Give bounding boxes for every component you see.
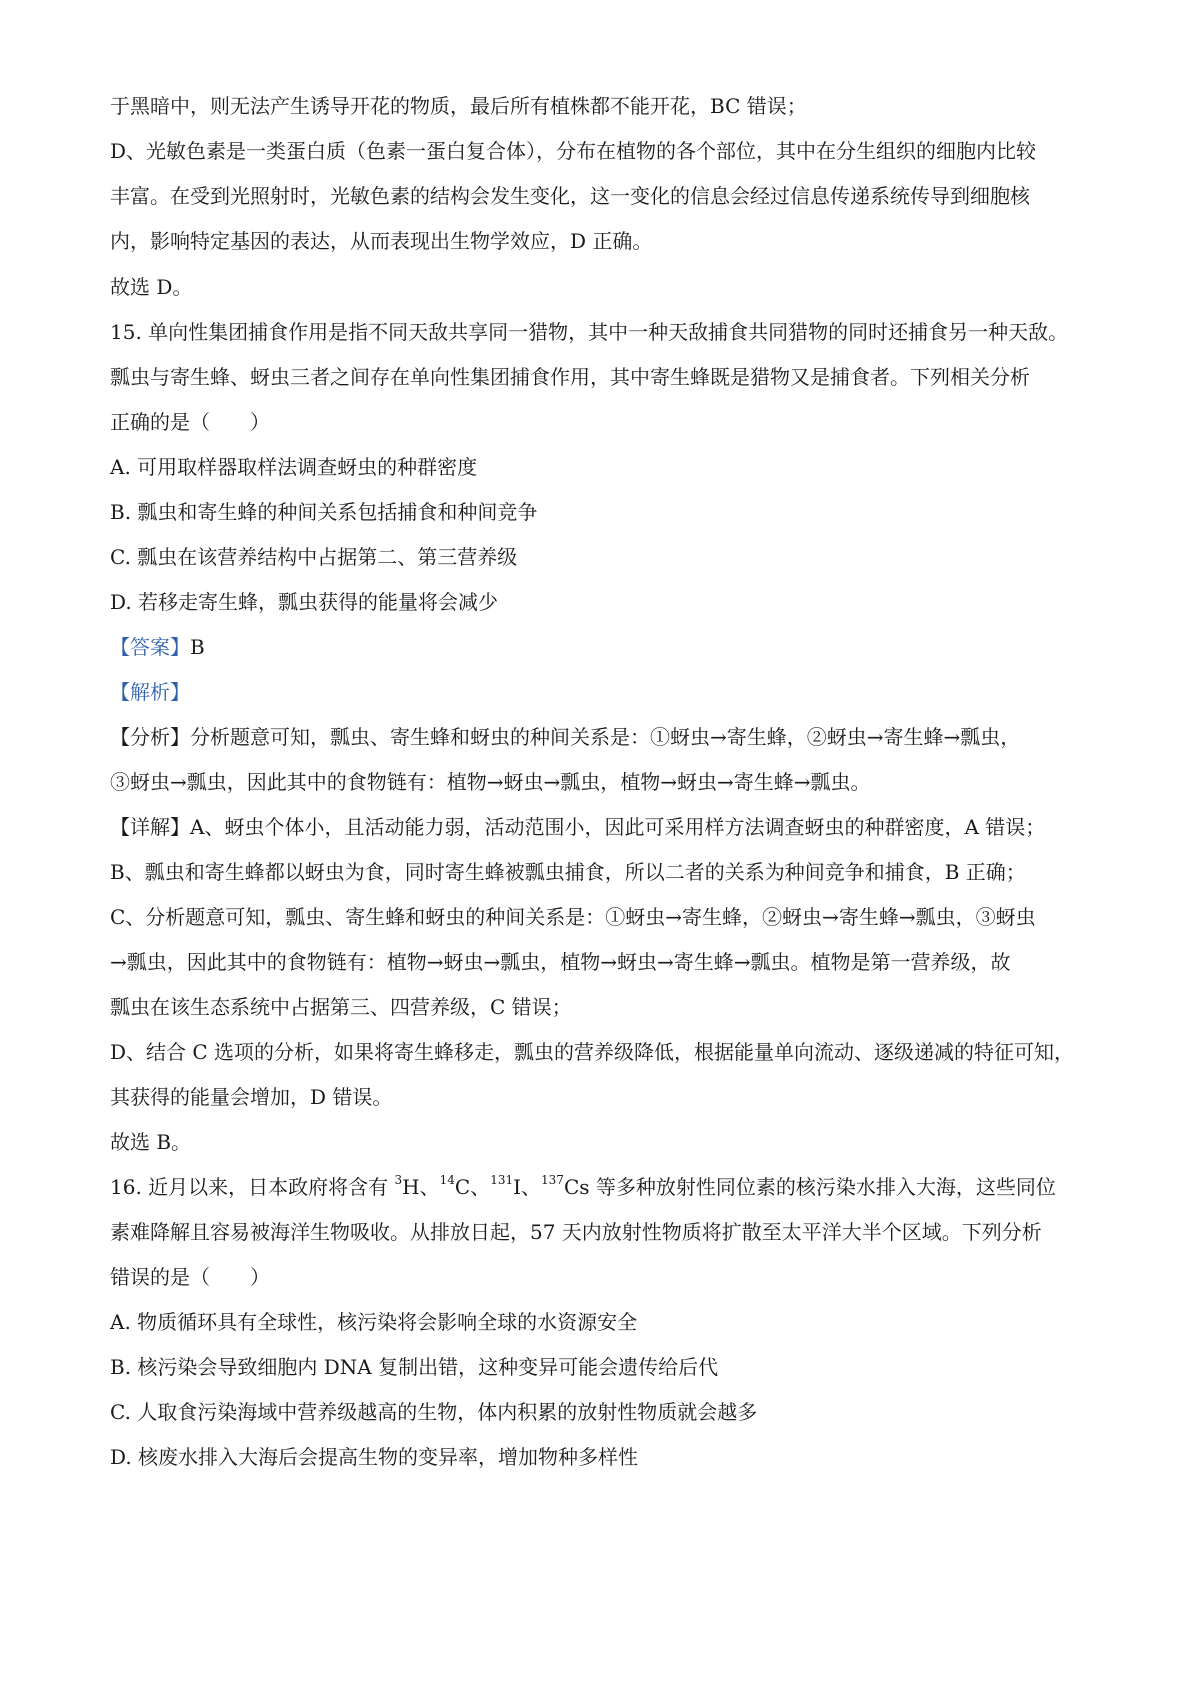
isotope-c14-symbol: C、 bbox=[454, 1175, 491, 1199]
q15-stem-line-3: 正确的是（ ） bbox=[110, 410, 270, 434]
q15-conclusion: 故选 B。 bbox=[110, 1130, 192, 1154]
q16-stem-line-3: 错误的是（ ） bbox=[110, 1265, 270, 1289]
isotope-i131-symbol: I、 bbox=[513, 1175, 542, 1199]
q16-option-a: A. 物质循环具有全球性，核污染将会影响全球的水资源安全 bbox=[110, 1310, 638, 1334]
q15-option-d: D. 若移走寄生蜂，瓢虫获得的能量将会减少 bbox=[110, 590, 499, 614]
q15-detail-line-3: C、分析题意可知，瓢虫、寄生蜂和蚜虫的种间关系是：①蚜虫→寄生蜂，②蚜虫→寄生蜂→瓢虫，③蚜虫 bbox=[110, 905, 1036, 929]
q15-detail-line-1: 【详解】A、蚜虫个体小，且活动能力弱，活动范围小，因此可采用样方法调查蚜虫的种群密度，A 错误； bbox=[110, 815, 1046, 839]
q15-detail-line-4: →瓢虫，因此其中的食物链有：植物→蚜虫→瓢虫，植物→蚜虫→寄生蜂→瓢虫。植物是第一营养级，故 bbox=[110, 950, 1011, 974]
q16-stem-prefix: 16. 近月以来，日本政府将含有 bbox=[110, 1175, 395, 1199]
isotope-i131-mass: 131 bbox=[490, 1173, 514, 1188]
q15-answer bbox=[110, 633, 1120, 661]
q15-detail-line-5: 瓢虫在该生态系统中占据第三、四营养级，C 错误； bbox=[110, 995, 572, 1019]
q15-detail-line-7: 其获得的能量会增加，D 错误。 bbox=[110, 1085, 393, 1109]
prev-text-line-3: 丰富。在受到光照射时，光敏色素的结构会发生变化，这一变化的信息会经过信息传递系统传导到细胞核 bbox=[110, 184, 1030, 208]
isotope-h3-mass: 3 bbox=[394, 1173, 403, 1188]
q16-option-d: D. 核废水排入大海后会提高生物的变异率，增加物种多样性 bbox=[110, 1445, 639, 1469]
prev-text-line-4: 内，影响特定基因的表达，从而表现出生物学效应，D 正确。 bbox=[110, 229, 653, 253]
q15-option-c: C. 瓢虫在该营养结构中占据第二、第三营养级 bbox=[110, 545, 518, 569]
q16-option-b: B. 核污染会导致细胞内 DNA 复制出错，这种变异可能会遗传给后代 bbox=[110, 1355, 719, 1379]
q15-option-a: A. 可用取样器取样法调查蚜虫的种群密度 bbox=[110, 455, 478, 479]
q15-fenxi-line-1: 【分析】分析题意可知，瓢虫、寄生蜂和蚜虫的种间关系是：①蚜虫→寄生蜂，②蚜虫→寄生蜂→瓢虫， bbox=[110, 725, 1021, 749]
q16-stem-line-2: 素难降解且容易被海洋生物吸收。从排放日起，57 天内放射性物质将扩散至太平洋大半个区域。下列分析 bbox=[110, 1220, 1042, 1244]
q15-stem-line-2: 瓢虫与寄生蜂、蚜虫三者之间存在单向性集团捕食作用，其中寄生蜂既是猎物又是捕食者。下列相关分析 bbox=[110, 365, 1030, 389]
answer-label: 【答案】 bbox=[110, 635, 190, 659]
prev-text-line-2: D、光敏色素是一类蛋白质（色素一蛋白复合体），分布在植物的各个部位，其中在分生组织的细胞内比较 bbox=[110, 139, 1037, 163]
analysis-label: 【解析】 bbox=[110, 680, 190, 704]
q15-detail-line-6: D、结合 C 选项的分析，如果将寄生蜂移走，瓢虫的营养级降低，根据能量单向流动、逐级递减的特征可知， bbox=[110, 1040, 1075, 1064]
isotope-c14-mass: 14 bbox=[439, 1173, 455, 1188]
isotope-h3-symbol: H、 bbox=[402, 1175, 440, 1199]
q15-fenxi-line-2: ③蚜虫→瓢虫，因此其中的食物链有：植物→蚜虫→瓢虫，植物→蚜虫→寄生蜂→瓢虫。 bbox=[110, 770, 871, 794]
answer-value: B bbox=[190, 635, 205, 659]
q16-stem-suffix: 等多种放射性同位素的核污染水排入大海，这些同位 bbox=[589, 1175, 1056, 1199]
q15-stem-line-1: 15. 单向性集团捕食作用是指不同天敌共享同一猎物，其中一种天敌捕食共同猎物的同时还捕食另一种天敌。 bbox=[110, 320, 1069, 344]
prev-text-line-1: 于黑暗中，则无法产生诱导开花的物质，最后所有植株都不能开花，BC 错误； bbox=[110, 94, 807, 118]
q15-option-b: B. 瓢虫和寄生蜂的种间关系包括捕食和种间竞争 bbox=[110, 500, 538, 524]
isotope-cs137-symbol: Cs bbox=[563, 1175, 590, 1199]
isotope-cs137-mass: 137 bbox=[541, 1173, 564, 1188]
q16-stem-line-1 bbox=[110, 1173, 1120, 1201]
q15-detail-line-2: B、瓢虫和寄生蜂都以蚜虫为食，同时寄生蜂被瓢虫捕食，所以二者的关系为种间竞争和捕食，B 正确； bbox=[110, 860, 1026, 884]
q16-option-c: C. 人取食污染海域中营养级越高的生物，体内积累的放射性物质就会越多 bbox=[110, 1400, 758, 1424]
prev-conclusion: 故选 D。 bbox=[110, 275, 193, 299]
